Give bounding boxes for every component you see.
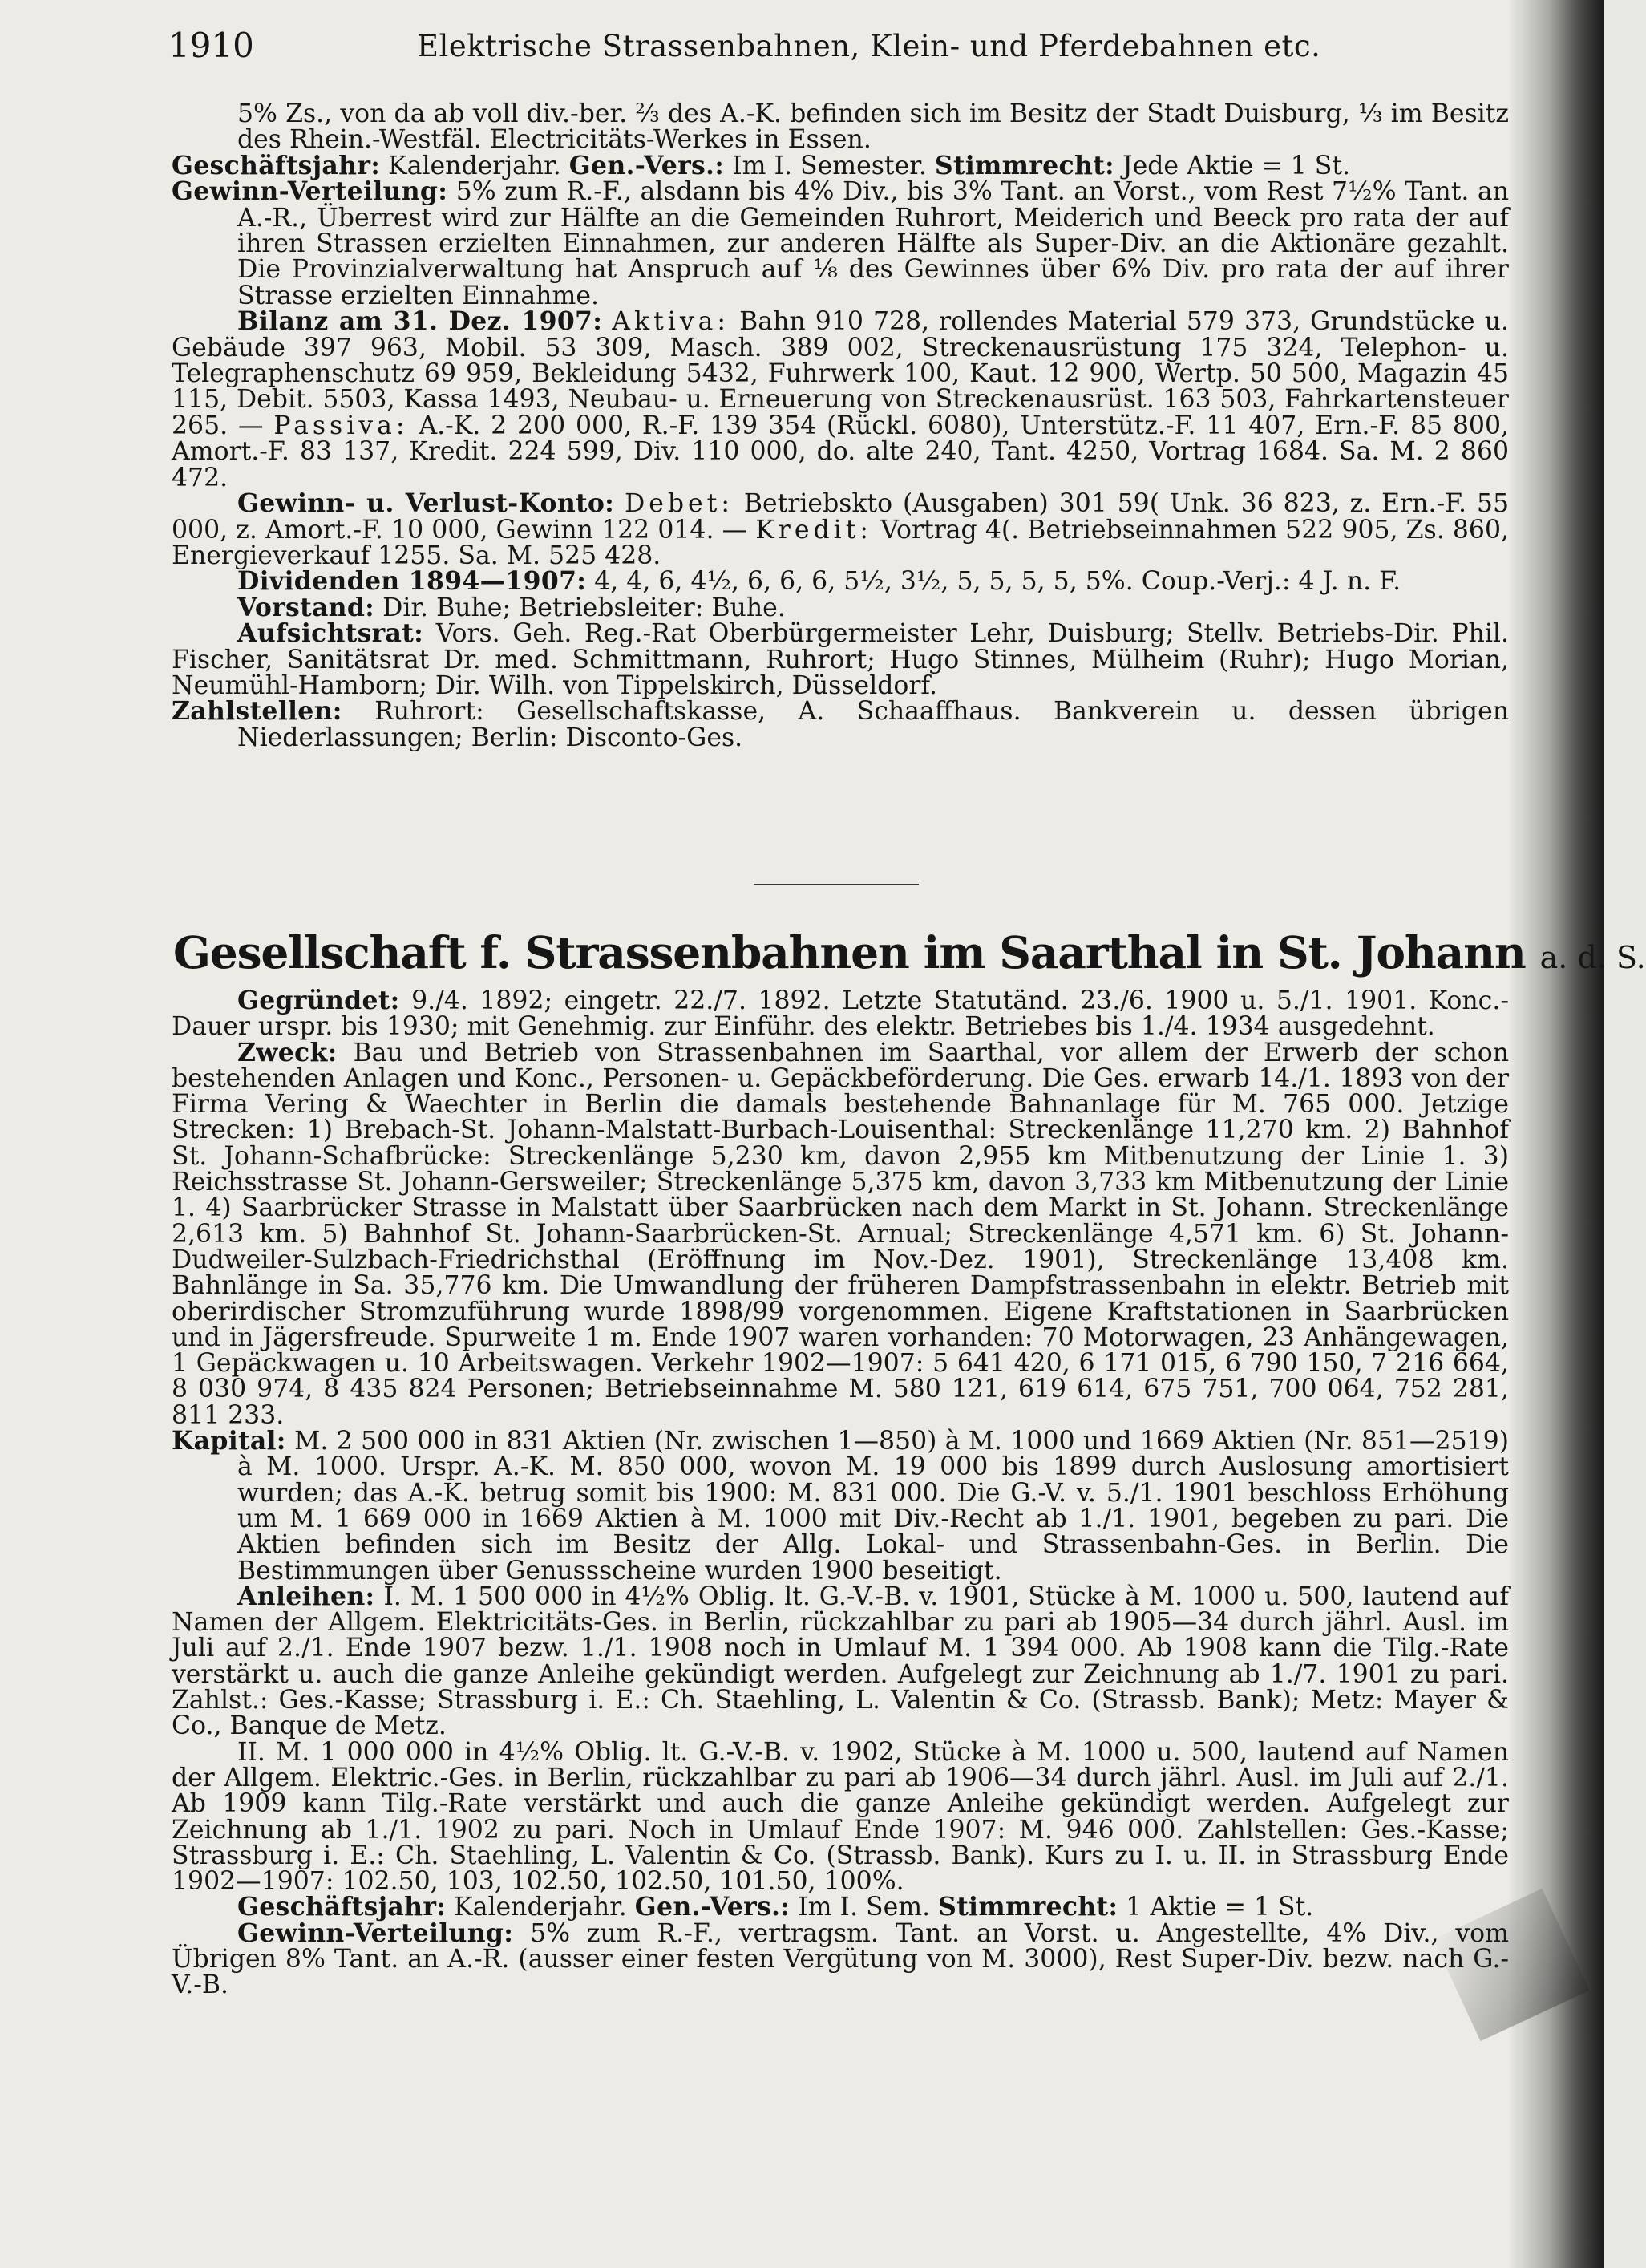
aufsichtsrat-paragraph	[172, 618, 1509, 700]
stimmrecht-text: Jede Aktie = 1 St.	[1122, 151, 1351, 180]
section-divider	[754, 884, 919, 885]
stimmrecht-text-2: 1 Aktie = 1 St.	[1126, 1893, 1314, 1922]
anleihen-text-2: II. M. 1 000 000 in 4½% Oblig. lt. G.-V.-B. v. 1902, Stücke à M. 1000 u. 500, lautend auf Namen der Allgem. Elektric.-Ges. in Berlin, rückzahlbar zu pari ab 1906—34 durch jährl. Ausl. im Juli auf 2./1. Ab 1909 kann Tilg.-Rate verstärkt und auch die ganze Anleihe gekündigt werden. Aufgelegt zur Zeichnung ab 1./1. 1902 zu pari. Noch in Umlauf Ende 1907: M. 946 000. Zahlstellen: Ges.-Kasse; Strassburg i. E.: Ch. Staehling, L. Valentin & Co. (Strassb. Bank). Kurs zu I. u. II. in Strassburg Ende 1902—1907: 102.50, 103, 102.50, 102.50, 101.50, 100%.	[172, 1737, 1509, 1897]
entry-saarthal-text	[172, 988, 1509, 1999]
anleihen-label: Anleihen:	[237, 1581, 375, 1611]
geschaeftsjahr-text-2: Kalenderjahr.	[454, 1893, 627, 1922]
gv-paragraph	[172, 488, 1510, 570]
debet-text: Betriebskto (Ausgaben) 301 59( Unk. 36 823, z. Ern.-F. 55 000, z. Amort.-F. 10 000, Gewinn 122 014. —	[172, 489, 1510, 545]
gewinn-text-2: 5% zum R.-F., vertragsm. Tant. an Vorst. u. Angestellte, 4% Div., vom Übrigen 8% Tant. an A.-R. (ausser einer festen Vergütung von M. 3000), Rest Super-Div. bezw. nach G.-V.-B.	[172, 1918, 1510, 2000]
intro-paragraph: 5% Zs., von da ab voll div.-ber. ⅔ des A.-K. befinden sich im Besitz der Stadt Duisburg, ⅓ im Besitz des Rhein.-Westfäl. Electricitäts-Werkes in Essen.	[237, 99, 1509, 155]
stimmrecht-label: Stimmrecht:	[934, 150, 1114, 180]
anleihen-paragraph-2	[172, 1739, 1509, 1895]
kapital-text: M. 2 500 000 in 831 Aktien (Nr. zwischen 1—850) à M. 1000 und 1669 Aktien (Nr. 851—2519) à M. 1000. Urspr. A.-K. M. 850 000, wovon M. 19 000 bis 1899 durch Auslosung amortisiert wurden; das A.-K. betrug somit bis 1900: M. 831 000. Die G.-V. v. 5./1. 1901 beschloss Erhöhung um M. 1 669 000 in 1669 Aktien à M. 1000 mit Div.-Recht ab 1./1. 1901, begeben zu pari. Die Aktien befinden sich im Besitz der Allg. Lokal- und Strassenbahn-Ges. in Berlin. Die Bestimmungen über Genussscheine wurden 1900 beseitigt.	[237, 1427, 1509, 1586]
geschaeftsjahr-text: Kalenderjahr.	[388, 151, 561, 180]
bilanz-label: Bilanz am 31. Dez. 1907:	[237, 306, 603, 337]
gewinn-paragraph	[172, 176, 1509, 310]
zahlstellen-label: Zahlstellen:	[172, 696, 342, 727]
kredit-text: Vortrag 4(. Betriebseinnahmen 522 905, Zs. 860, Energieverkauf 1255. Sa. M. 525 428.	[172, 515, 1510, 570]
gegruendet-text: 9./4. 1892; eingetr. 22./7. 1892. Letzte Statutänd. 23./6. 1900 u. 5./1. 1901. Konc.-Dauer urspr. bis 1930; mit Genehmig. zur Einführ. des elektr. Betriebes bis 1./4. 1934 ausgedehnt.	[172, 986, 1509, 1042]
zahlstellen-text: Ruhrort: Gesellschaftskasse, A. Schaaffhaus. Bankverein u. dessen übrigen Niederlassungen; Berlin: Disconto-Ges.	[237, 697, 1509, 752]
vorstand-text: Dir. Buhe; Betriebsleiter: Buhe.	[382, 593, 786, 622]
genvers-label-2: Gen.-Vers.:	[634, 1892, 791, 1922]
kapital-paragraph	[172, 1428, 1509, 1584]
debet-label: Debet:	[624, 489, 734, 519]
geschaeftsjahr-label: Geschäftsjahr:	[172, 150, 381, 180]
entry-ruhrort-text	[172, 101, 1509, 751]
kapital-label: Kapital:	[172, 1426, 286, 1456]
genvers-label: Gen.-Vers.:	[568, 150, 725, 180]
dividenden-paragraph	[172, 566, 1509, 597]
company-title-suffix: a. d. S.	[1539, 940, 1646, 975]
aufsichtsrat-label: Aufsichtsrat:	[237, 618, 424, 649]
genvers-text-2: Im I. Sem.	[798, 1893, 931, 1922]
running-title: Elektrische Strassenbahnen, Klein- und Pferdebahnen etc.	[417, 29, 1321, 63]
meeting-paragraph	[172, 150, 1509, 180]
bilanz-paragraph	[172, 306, 1510, 492]
page-number: 1910	[168, 26, 254, 65]
passiva-label: Passiva:	[273, 411, 409, 440]
zahlstellen-paragraph	[172, 696, 1509, 752]
dividenden-label: Dividenden 1894—1907:	[237, 566, 587, 597]
gewinn-label: Gewinn-Verteilung:	[172, 176, 448, 207]
zweck-label: Zweck:	[237, 1037, 338, 1067]
gewinn-text: 5% zum R.-F., alsdann bis 4% Div., bis 3% Tant. an Vorst., vom Rest 7½% Tant. an A.-R., Überrest wird zur Hälfte an die Gemeinden Ruhrort, Meiderich und Beeck pro rata der auf ihren Strassen erzielten Einnahmen, zur anderen Hälfte als Super-Div. an die Aktionäre gezahlt. Die Provinzialverwaltung hat Anspruch auf ⅛ des Gewinnes über 6% Div. pro rata der auf ihrer Strasse erzielten Einnahme.	[237, 177, 1509, 310]
gewinn-paragraph-2	[172, 1918, 1510, 2000]
aufsichtsrat-text: Vors. Geh. Reg.-Rat Oberbürgermeister Lehr, Duisburg; Stellv. Betriebs-Dir. Phil. Fischer, Sanitätsrat Dr. med. Schmittmann, Ruhrort; Hugo Stinnes, Mülheim (Ruhr); Hugo Morian, Neumühl-Hamborn; Dir. Wilh. von Tippelskirch, Düsseldorf.	[172, 619, 1509, 700]
gegruendet-label: Gegründet:	[237, 986, 400, 1015]
kredit-label: Kredit:	[755, 515, 873, 545]
zweck-paragraph	[172, 1037, 1510, 1430]
zweck-text: Bau und Betrieb von Strassenbahnen im Saarthal, vor allem der Erwerb der schon bestehenden Anlagen und Konc., Personen- u. Gepäckbeförderung. Die Ges. erwarb 14./1. 1893 von der Firma Vering & Waechter in Berlin die damals bestehende Bahnanlage für M. 765 000. Jetzige Strecken: 1) Brebach-St. Johann-Malstatt-Burbach-Louisenthal: Streckenlänge 11,270 km. 2) Bahnhof St. Johann-Schafbrücke: Streckenlänge 5,230 km, davon 2,955 km Mitbenutzung der Linie 1. 3) Reichsstrasse St. Johann-Gersweiler; Streckenlänge 5,375 km, davon 3,733 km Mitbenutzung der Linie 1. 4) Saarbrücker Strasse in Malstatt über Saarbrücken nach dem Markt in St. Johann. Streckenlänge 2,613 km. 5) Bahnhof St. Johann-Saarbrücken-St. Arnual; Streckenlänge 4,571 km. 6) St. Johann-Dudweiler-Sulzbach-Friedrichsthal (Eröffnung im Nov.-Dez. 1901), Streckenlänge 13,408 km. Bahnlänge in Sa. 35,776 km. Die Umwandlung der früheren Dampfstrassenbahn in elektr. Betrieb mit oberirdischer Stromzuführung wurde 1898/99 vorgenommen. Eigene Kraftstationen in Saarbrücken und in Jägersfreude. Spurweite 1 m. Ende 1907 waren vorhanden: 70 Motorwagen, 23 Anhängewagen, 1 Gepäckwagen u. 10 Arbeitswagen. Verkehr 1902—1907: 5 641 420, 6 171 015, 6 790 150, 7 216 664, 8 030 974, 8 435 824 Personen; Betriebseinnahme M. 580 121, 619 614, 675 751, 700 064, 752 281, 811 233.	[172, 1038, 1510, 1430]
gewinn-label-2: Gewinn-Verteilung:	[237, 1918, 514, 1948]
gv-label: Gewinn- u. Verlust-Konto:	[237, 488, 615, 519]
company-heading	[173, 926, 1646, 978]
company-title: Gesellschaft f. Strassenbahnen im Saarthal in St. Johann	[173, 926, 1526, 978]
vorstand-label: Vorstand:	[237, 592, 375, 622]
geschaeftsjahr-label-2: Geschäftsjahr:	[237, 1892, 447, 1922]
vorstand-paragraph	[172, 592, 1509, 622]
stimmrecht-label-2: Stimmrecht:	[938, 1892, 1118, 1922]
gegruendet-paragraph	[172, 988, 1509, 1040]
genvers-text: Im I. Semester.	[732, 151, 927, 180]
aktiva-text: Bahn 910 728, rollendes Material 579 373, Grundstücke u. Gebäude 397 963, Mobil. 53 309, Masch. 389 002, Streckenausrüstung 175 324, Telephon- u. Telegraphenschutz 69 959, Bekleidung 5432, Fuhrwerk 100, Kaut. 12 900, Wertp. 50 500, Magazin 45 115, Debit. 5503, Kassa 1493, Neubau- u. Erneuerung von Streckenausrüst. 163 503, Fahrkartensteuer 265. —	[172, 307, 1510, 440]
anleihen-text-1: I. M. 1 500 000 in 4½% Oblig. lt. G.-V.-B. v. 1901, Stücke à M. 1000 u. 500, lautend auf Namen der Allgem. Elektricitäts-Ges. in Berlin, rückzahlbar zu pari ab 1905—34 durch jährl. Ausl. im Juli auf 2./1. Ende 1907 bezw. 1./1. 1908 noch in Umlauf M. 1 394 000. Ab 1908 kann die Tilg.-Rate verstärkt u. auch die ganze Anleihe gekündigt werden. Aufgelegt zur Zeichnung ab 1./7. 1901 zu pari. Zahlst.: Ges.-Kasse; Strassburg i. E.: Ch. Staehling, L. Valentin & Co. (Strassb. Bank); Metz: Mayer & Co., Banque de Metz.	[172, 1582, 1509, 1741]
aktiva-label: Aktiva:	[612, 307, 730, 337]
meeting-paragraph-2	[172, 1894, 1509, 1920]
dividenden-text: 4, 4, 6, 4½, 6, 6, 6, 5½, 3½, 5, 5, 5, 5, 5%. Coup.-Verj.: 4 J. n. F.	[594, 567, 1401, 597]
anleihen-paragraph-1	[172, 1581, 1509, 1741]
passiva-text: A.-K. 2 200 000, R.-F. 139 354 (Rückl. 6080), Unterstütz.-F. 11 407, Ern.-F. 85 800, Amort.-F. 83 137, Kredit. 224 599, Div. 110 000, do. alte 240, Tant. 4250, Vortrag 1684. Sa. M. 2 860 472.	[172, 411, 1510, 492]
page-header	[168, 26, 1515, 74]
